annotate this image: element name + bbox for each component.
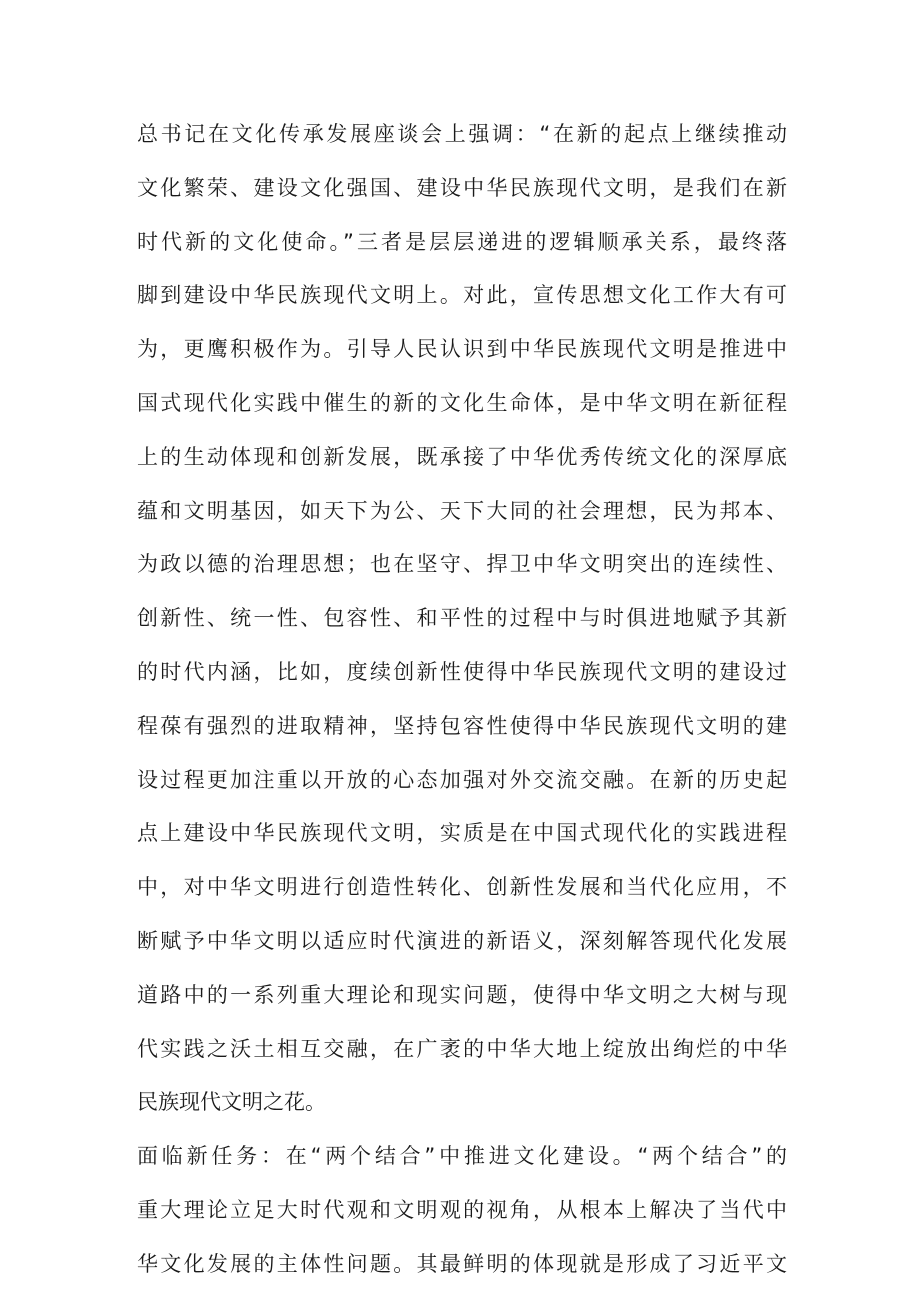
text-line: 中，对中华文明进行创造性转化、创新性发展和当代化应用，不 (137, 875, 787, 900)
text-line: 面临新任务：在“两个结合”中推进文化建设。“两个结合”的 (137, 1144, 787, 1169)
text-line: 创新性、统一性、包容性、和平性的过程中与时俱进地赋予其新 (137, 606, 787, 631)
text-line: 程葆有强烈的进取精神，坚持包容性使得中华民族现代文明的建 (137, 713, 787, 738)
text-line: 文化繁荣、建设文化强国、建设中华民族现代文明，是我们在新 (137, 175, 787, 200)
text-line: 点上建设中华民族现代文明，实质是在中国式现代化的实践进程 (137, 821, 787, 846)
text-line: 上的生动体现和创新发展，既承接了中华优秀传统文化的深厚底 (137, 444, 787, 469)
text-line: 脚到建设中华民族现代文明上。对此，宣传思想文化工作大有可 (137, 283, 787, 308)
text-line: 为，更鹰积极作为。引导人民认识到中华民族现代文明是推进中 (137, 337, 787, 362)
text-line: 时代新的文化使命。”三者是层层递进的逻辑顺承关系，最终落 (137, 229, 787, 254)
text-line: 总书记在文化传承发展座谈会上强调：“在新的起点上继续推动 (137, 122, 787, 146)
document-body (137, 108, 787, 1292)
text-line: 蕴和文明基因，如天下为公、天下大同的社会理想，民为邦本、 (137, 498, 787, 523)
text-line: 为政以德的治理思想；也在坚守、捍卫中华文明突出的连续性、 (137, 552, 787, 577)
paragraph-2 (137, 1130, 787, 1291)
paragraph-1 (137, 108, 787, 1130)
text-line: 民族现代文明之花。 (137, 1090, 326, 1115)
text-line: 道路中的一系列重大理论和现实问题，使得中华文明之大树与现 (137, 982, 787, 1007)
text-line: 重大理论立足大时代观和文明观的视角，从根本上解决了当代中 (137, 1197, 787, 1222)
text-line: 断赋予中华文明以适应时代演进的新语义，深刻解答现代化发展 (137, 928, 787, 953)
text-line: 的时代内涵，比如，度续创新性使得中华民族现代文明的建设过 (137, 659, 787, 684)
text-line: 设过程更加注重以开放的心态加强对外交流交融。在新的历史起 (137, 767, 787, 792)
text-line: 华文化发展的主体性问题。其最鲜明的体现就是形成了习近平文 (137, 1251, 787, 1276)
text-line: 国式现代化实践中催生的新的文化生命体，是中华文明在新征程 (137, 390, 787, 415)
text-line: 代实践之沃土相互交融，在广袤的中华大地上绽放出绚烂的中华 (137, 1036, 787, 1061)
